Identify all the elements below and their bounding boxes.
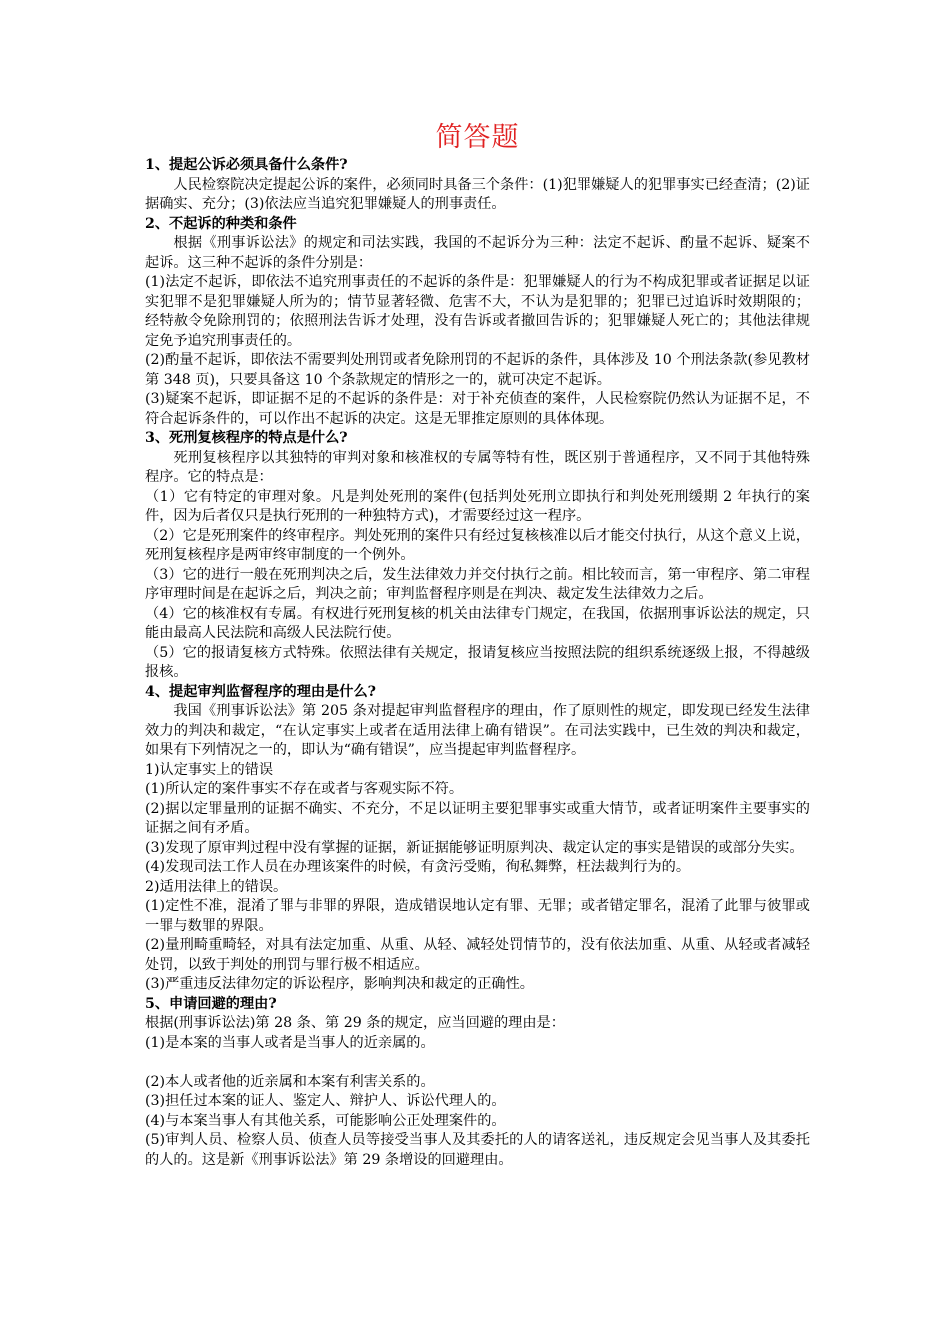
question-3-heading: 3、死刑复核程序的特点是什么? [145, 430, 348, 446]
question-4-heading: 4、提起审判监督程序的理由是什么? [145, 683, 376, 700]
question-3-item: （2）它是死刑案件的终审程序。判处死刑的案件只有经过复核核准以后才能交付执行，从这个意义上说，死刑复核程序是两审终审制度的一个例外。 [145, 527, 810, 563]
question-4-item: (1)所认定的案件事实不存在或者与客观实际不符。 [145, 781, 464, 797]
question-4-item: (2)据以定罪量刑的证据不确实、不充分，不足以证明主要犯罪事实或重大情节，或者证明案件主要事实的证据之间有矛盾。 [145, 800, 810, 836]
question-3-item: （1）它有特定的审理对象。凡是判处死刑的案件(包括判处死刑立即执行和判处死刑缓期 2 年执行的案件，因为后者仅只是执行死刑的一种独特方式)，才需要经过这一程序。 [145, 488, 810, 524]
question-4-item: (3)发现了原审判过程中没有掌握的证据，新证据能够证明原判决、裁定认定的事实是错误的或部分失实。 [145, 839, 804, 856]
question-2-item: (1)法定不起诉，即依法不追究刑事责任的不起诉的条件是：犯罪嫌疑人的行为不构成犯罪或者证据足以证实犯罪不是犯罪嫌疑人所为的；情节显著轻微、危害不大，不认为是犯罪的；犯罪已过追诉时效期限的；经特赦令免除刑罚的；依照刑法告诉才处理，没有告诉或者撤回告诉的；犯罪嫌疑人死亡的；其他法律规定免予追究刑事责任的。 [145, 274, 810, 349]
question-5-item: (2)本人或者他的近亲属和本案有利害关系的。 [145, 1073, 435, 1090]
question-5-item: (1)是本案的当事人或者是当事人的近亲属的。 [145, 1034, 435, 1051]
question-2-item: (3)疑案不起诉，即证据不足的不起诉的条件是：对于补充侦查的案件，人民检察院仍然认为证据不足，不符合起诉条件的，可以作出不起诉的决定。这是无罪推定原则的具体体现。 [145, 391, 810, 427]
question-1-answer: 人民检察院决定提起公诉的案件，必须同时具备三个条件：(1)犯罪嫌疑人的犯罪事实已经查清；(2)证据确实、充分；(3)依法应当追究犯罪嫌疑人的刑事责任。 [145, 176, 810, 212]
question-3-item: （4）它的核准权有专属。有权进行死刑复核的机关由法律专门规定，在我国，依据刑事诉讼法的规定，只能由最高人民法院和高级人民法院行使。 [145, 605, 810, 641]
question-4-item: 1)认定事实上的错误 [145, 761, 274, 778]
question-2-heading: 2、不起诉的种类和条件 [145, 215, 297, 232]
question-3-intro: 死刑复核程序以其独特的审判对象和核准权的专属等特有性，既区别于普通程序，又不同于其他特殊程序。它的特点是： [145, 449, 810, 485]
question-4-item: (2)量刑畸重畸轻，对具有法定加重、从重、从轻、减轻处罚情节的，没有依法加重、从重、从轻或者减轻处罚，以致于判处的刑罚与罪行极不相适应。 [145, 937, 810, 973]
document-page [145, 118, 810, 1170]
question-5-intro: 根据(刑事诉讼法)第 28 条、第 29 条的规定，应当回避的理由是： [145, 1015, 565, 1031]
question-3-item: （5）它的报请复核方式特殊。依照法律有关规定，报请复核应当按照法院的组织系统逐级上报，不得越级报核。 [145, 644, 810, 680]
question-2-intro: 根据《刑事诉讼法》的规定和司法实践，我国的不起诉分为三种：法定不起诉、酌量不起诉、疑案不起诉。这三种不起诉的条件分别是： [145, 235, 810, 271]
question-3-item: （3）它的进行一般在死刑判决之后，发生法律效力并交付执行之前。相比较而言，第一审程序、第二审程序审理时间是在起诉之后，判决之前；审判监督程序则是在判决、裁定发生法律效力之后。 [145, 566, 810, 602]
page-title: 简答题 [435, 122, 520, 153]
question-1-heading: 1、提起公诉必须具备什么条件? [145, 157, 348, 173]
question-4-item: (4)发现司法工作人员在办理该案件的时候，有贪污受贿，徇私舞弊，枉法裁判行为的。 [145, 859, 691, 875]
blank-line [145, 1053, 810, 1073]
question-5-item: (4)与本案当事人有其他关系，可能影响公正处理案件的。 [145, 1112, 506, 1129]
question-5-heading: 5、申请回避的理由? [145, 995, 277, 1012]
question-4-item: (3)严重违反法律勿定的诉讼程序，影响判决和裁定的正确性。 [145, 976, 534, 992]
question-4-item: (1)定性不准，混淆了罪与非罪的界限，造成错误地认定有罪、无罪；或者错定罪名，混淆了此罪与彼罪或一罪与数罪的界限。 [145, 898, 810, 934]
question-4-item: 2)适用法律上的错误。 [145, 878, 288, 895]
question-5-item: (3)担任过本案的证人、鉴定人、辩护人、诉讼代理人的。 [145, 1093, 506, 1109]
question-5-item: (5)审判人员、检察人员、侦查人员等接受当事人及其委托的人的请客送礼，违反规定会见当事人及其委托的人的。这是新《刑事诉讼法》第 29 条增设的回避理由。 [145, 1132, 810, 1168]
question-4-intro: 我国《刑事诉讼法》第 205 条对提起审判监督程序的理由，作了原则性的规定，即发现已经发生法律效力的判决和裁定，“在认定事实上或者在适用法律上确有错误”。在司法实践中，已生效的判决和裁定，如果有下列情况之一的，即认为“确有错误”，应当提起审判监督程序。 [145, 703, 810, 758]
question-2-item: (2)酌量不起诉，即依法不需要判处刑罚或者免除刑罚的不起诉的条件，具体涉及 10 个刑法条款(参见教材第 348 页)，只要具备这 10 个条款规定的情形之一的，就可决定不起诉。 [145, 352, 810, 388]
